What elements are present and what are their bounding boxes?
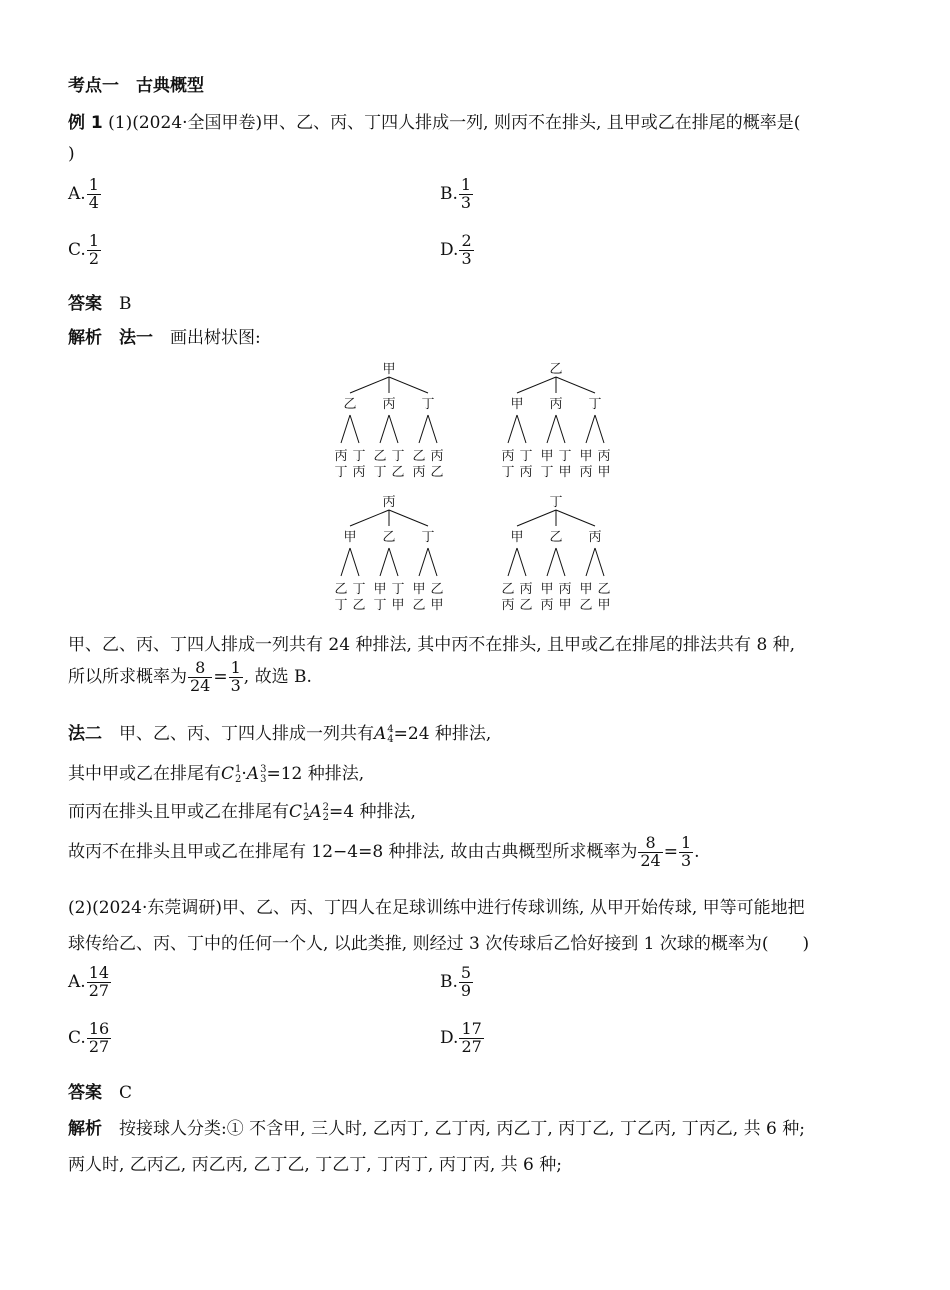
- tree-mid-node: 甲: [510, 397, 524, 412]
- tree-leaf: 乙: [519, 598, 533, 613]
- tree-leaf: 甲: [579, 582, 593, 597]
- tree-leaf: 甲: [412, 582, 426, 597]
- tree-leaf: 甲: [540, 449, 554, 464]
- tree-edge: [380, 415, 389, 443]
- tree-mid-node: 丙: [382, 397, 396, 412]
- tree-leaf: 甲: [391, 598, 405, 613]
- tree-edge: [389, 548, 398, 576]
- tree-edge: [586, 548, 595, 576]
- example-1-stem-line1: [68, 108, 800, 133]
- answer-value: C: [119, 1083, 133, 1103]
- tree-leaf: 甲: [430, 598, 444, 613]
- tree-root: 甲: [382, 362, 396, 377]
- tree-mid-node: 丁: [421, 397, 435, 412]
- answer-line: 答案 C: [68, 1083, 133, 1103]
- tree-edge: [428, 415, 437, 443]
- tree-leaf: 丁: [558, 449, 572, 464]
- tree-edge: [341, 548, 350, 576]
- tree-leaf: 甲: [558, 598, 572, 613]
- tree-leaf: 丁: [373, 465, 387, 480]
- tree-leaf: 甲: [597, 465, 611, 480]
- tree-edge: [508, 415, 517, 443]
- tree-leaf: 丙: [519, 582, 533, 597]
- tree-edge: [428, 548, 437, 576]
- tree-edge: [547, 415, 556, 443]
- option-d: D. $\frac{2}{3}$: [440, 231, 472, 268]
- tree-leaf: 乙: [412, 449, 426, 464]
- tree-edge: [517, 377, 556, 393]
- tree-edge: [595, 548, 604, 576]
- tree-leaf: 丙: [501, 598, 515, 613]
- tree-leaf: 甲: [558, 465, 572, 480]
- method2-line1: 法二 甲、乙、丙、丁四人排成一列共有A 4 4 =24 种排法,: [68, 723, 492, 745]
- tree-mid-node: 乙: [382, 530, 396, 545]
- tree-leaf: 乙: [373, 449, 387, 464]
- section-heading: 考点一 古典概型: [68, 76, 204, 96]
- tree-root: 乙: [549, 362, 563, 377]
- tree-leaf: 乙: [352, 598, 366, 613]
- tree-edge: [419, 548, 428, 576]
- example-label: 例 1: [68, 113, 103, 133]
- option-b: B. $\frac{5}{9}$: [440, 963, 472, 1000]
- tree-leaf: 丙: [352, 465, 366, 480]
- tree-leaf: 丙: [501, 449, 515, 464]
- tree-leaf: 丁: [501, 465, 515, 480]
- method2-line4: 故丙不在排头且甲或乙在排尾有 12−4=8 种排法, 故由古典概型所求概率为 $\frac{8}{24}$ = $\frac{1}{3}$ .: [68, 833, 700, 870]
- tree-leaf: 甲: [597, 598, 611, 613]
- tree-edge: [508, 548, 517, 576]
- tree-leaf: 丁: [519, 449, 533, 464]
- tree-leaf: 丁: [540, 465, 554, 480]
- tree-mid-node: 甲: [343, 530, 357, 545]
- tree-mid-node: 丙: [549, 397, 563, 412]
- tree-leaf: 丁: [352, 582, 366, 597]
- tree-root: 丁: [549, 495, 563, 510]
- method1-line1: 甲、乙、丙、丁四人排成一列共有 24 种排法, 其中丙不在排头, 且甲或乙在排尾的排法共有 8 种,: [68, 635, 796, 655]
- tree-edge: [389, 415, 398, 443]
- option-c: C. $\frac{16}{27}$: [68, 1019, 110, 1056]
- tree-leaf: 乙: [391, 465, 405, 480]
- tree-edge: [350, 377, 389, 393]
- option-b: B. $\frac{1}{3}$: [440, 175, 472, 212]
- example-1-stem-text: (1)(2024·全国甲卷)甲、乙、丙、丁四人排成一列, 则丙不在排头, 且甲或乙在排尾的概率是(: [102, 113, 801, 133]
- tree-leaf: 丁: [391, 582, 405, 597]
- tree-mid-node: 丙: [588, 530, 602, 545]
- tree-edge: [517, 510, 556, 526]
- tree-edge: [419, 415, 428, 443]
- analysis-line: 解析 法一 画出树状图:: [68, 328, 261, 348]
- tree-leaf: 丙: [540, 598, 554, 613]
- option-d: D. $\frac{17}{27}$: [440, 1019, 482, 1056]
- tree-edge: [547, 548, 556, 576]
- tree-edge: [380, 548, 389, 576]
- tree-mid-node: 乙: [343, 397, 357, 412]
- tree-leaf: 丙: [519, 465, 533, 480]
- tree-leaf: 丙: [412, 465, 426, 480]
- tree-leaf: 乙: [430, 465, 444, 480]
- tree-edge: [350, 415, 359, 443]
- tree-mid-node: 丁: [421, 530, 435, 545]
- answer-line: 答案 B: [68, 294, 132, 314]
- tree-edge: [556, 377, 595, 393]
- tree-edge: [517, 415, 526, 443]
- tree-leaf: 甲: [373, 582, 387, 597]
- option-a: A. $\frac{14}{27}$: [68, 963, 110, 1000]
- option-a: A. $\frac{1}{4}$: [68, 175, 99, 212]
- tree-mid-node: 乙: [549, 530, 563, 545]
- method1-line2: 所以所求概率为 $\frac{8}{24}$ = $\frac{1}{3}$ , 故选 B.: [68, 658, 312, 695]
- tree-leaf: 丙: [430, 449, 444, 464]
- tree-leaf: 丁: [334, 465, 348, 480]
- tree-leaf: 丙: [334, 449, 348, 464]
- method2-line3: 而丙在排头且甲或乙在排尾有C 1 2 A 2 2 =4 种排法,: [68, 801, 416, 823]
- tree-leaf: 甲: [579, 449, 593, 464]
- tree-leaf: 丁: [373, 598, 387, 613]
- option-c: C. $\frac{1}{2}$: [68, 231, 99, 268]
- tree-leaf: 乙: [430, 582, 444, 597]
- analysis-line1: 解析 按接球人分类:① 不含甲, 三人时, 乙丙丁, 乙丁丙, 丙乙丁, 丙丁乙, 丁乙丙, 丁丙乙, 共 6 种;: [68, 1119, 805, 1139]
- tree-edge: [389, 510, 428, 526]
- tree-edge: [517, 548, 526, 576]
- tree-edge: [350, 548, 359, 576]
- example-1-stem-line2: ): [68, 144, 75, 164]
- tree-leaf: 甲: [540, 582, 554, 597]
- example-2-stem-line1: (2)(2024·东莞调研)甲、乙、丙、丁四人在足球训练中进行传球训练, 从甲开始传球, 甲等可能地把: [68, 898, 805, 918]
- tree-edge: [350, 510, 389, 526]
- tree-edge: [556, 415, 565, 443]
- tree-leaf: 乙: [501, 582, 515, 597]
- tree-root: 丙: [382, 495, 396, 510]
- tree-leaf: 丙: [597, 449, 611, 464]
- answer-value: B: [119, 294, 132, 314]
- tree-leaf: 丁: [334, 598, 348, 613]
- tree-mid-node: 甲: [510, 530, 524, 545]
- tree-edge: [595, 415, 604, 443]
- tree-leaf: 乙: [579, 598, 593, 613]
- tree-leaf: 丙: [558, 582, 572, 597]
- tree-diagram: [320, 355, 630, 615]
- tree-edge: [389, 377, 428, 393]
- tree-leaf: 乙: [597, 582, 611, 597]
- tree-leaf: 乙: [412, 598, 426, 613]
- tree-leaf: 丁: [352, 449, 366, 464]
- tree-edge: [556, 548, 565, 576]
- example-2-stem-line2: 球传给乙、丙、丁中的任何一个人, 以此类推, 则经过 3 次传球后乙恰好接到 1 次球的概率为( ): [68, 934, 810, 954]
- tree-edge: [586, 415, 595, 443]
- tree-edge: [341, 415, 350, 443]
- tree-leaf: 丁: [391, 449, 405, 464]
- method2-line2: 其中甲或乙在排尾有C 1 2 ·A 3 3 =12 种排法,: [68, 763, 365, 785]
- analysis-line2: 两人时, 乙丙乙, 丙乙丙, 乙丁乙, 丁乙丁, 丁丙丁, 丙丁丙, 共 6 种;: [68, 1155, 563, 1175]
- tree-leaf: 乙: [334, 582, 348, 597]
- tree-leaf: 丙: [579, 465, 593, 480]
- tree-mid-node: 丁: [588, 397, 602, 412]
- tree-edge: [556, 510, 595, 526]
